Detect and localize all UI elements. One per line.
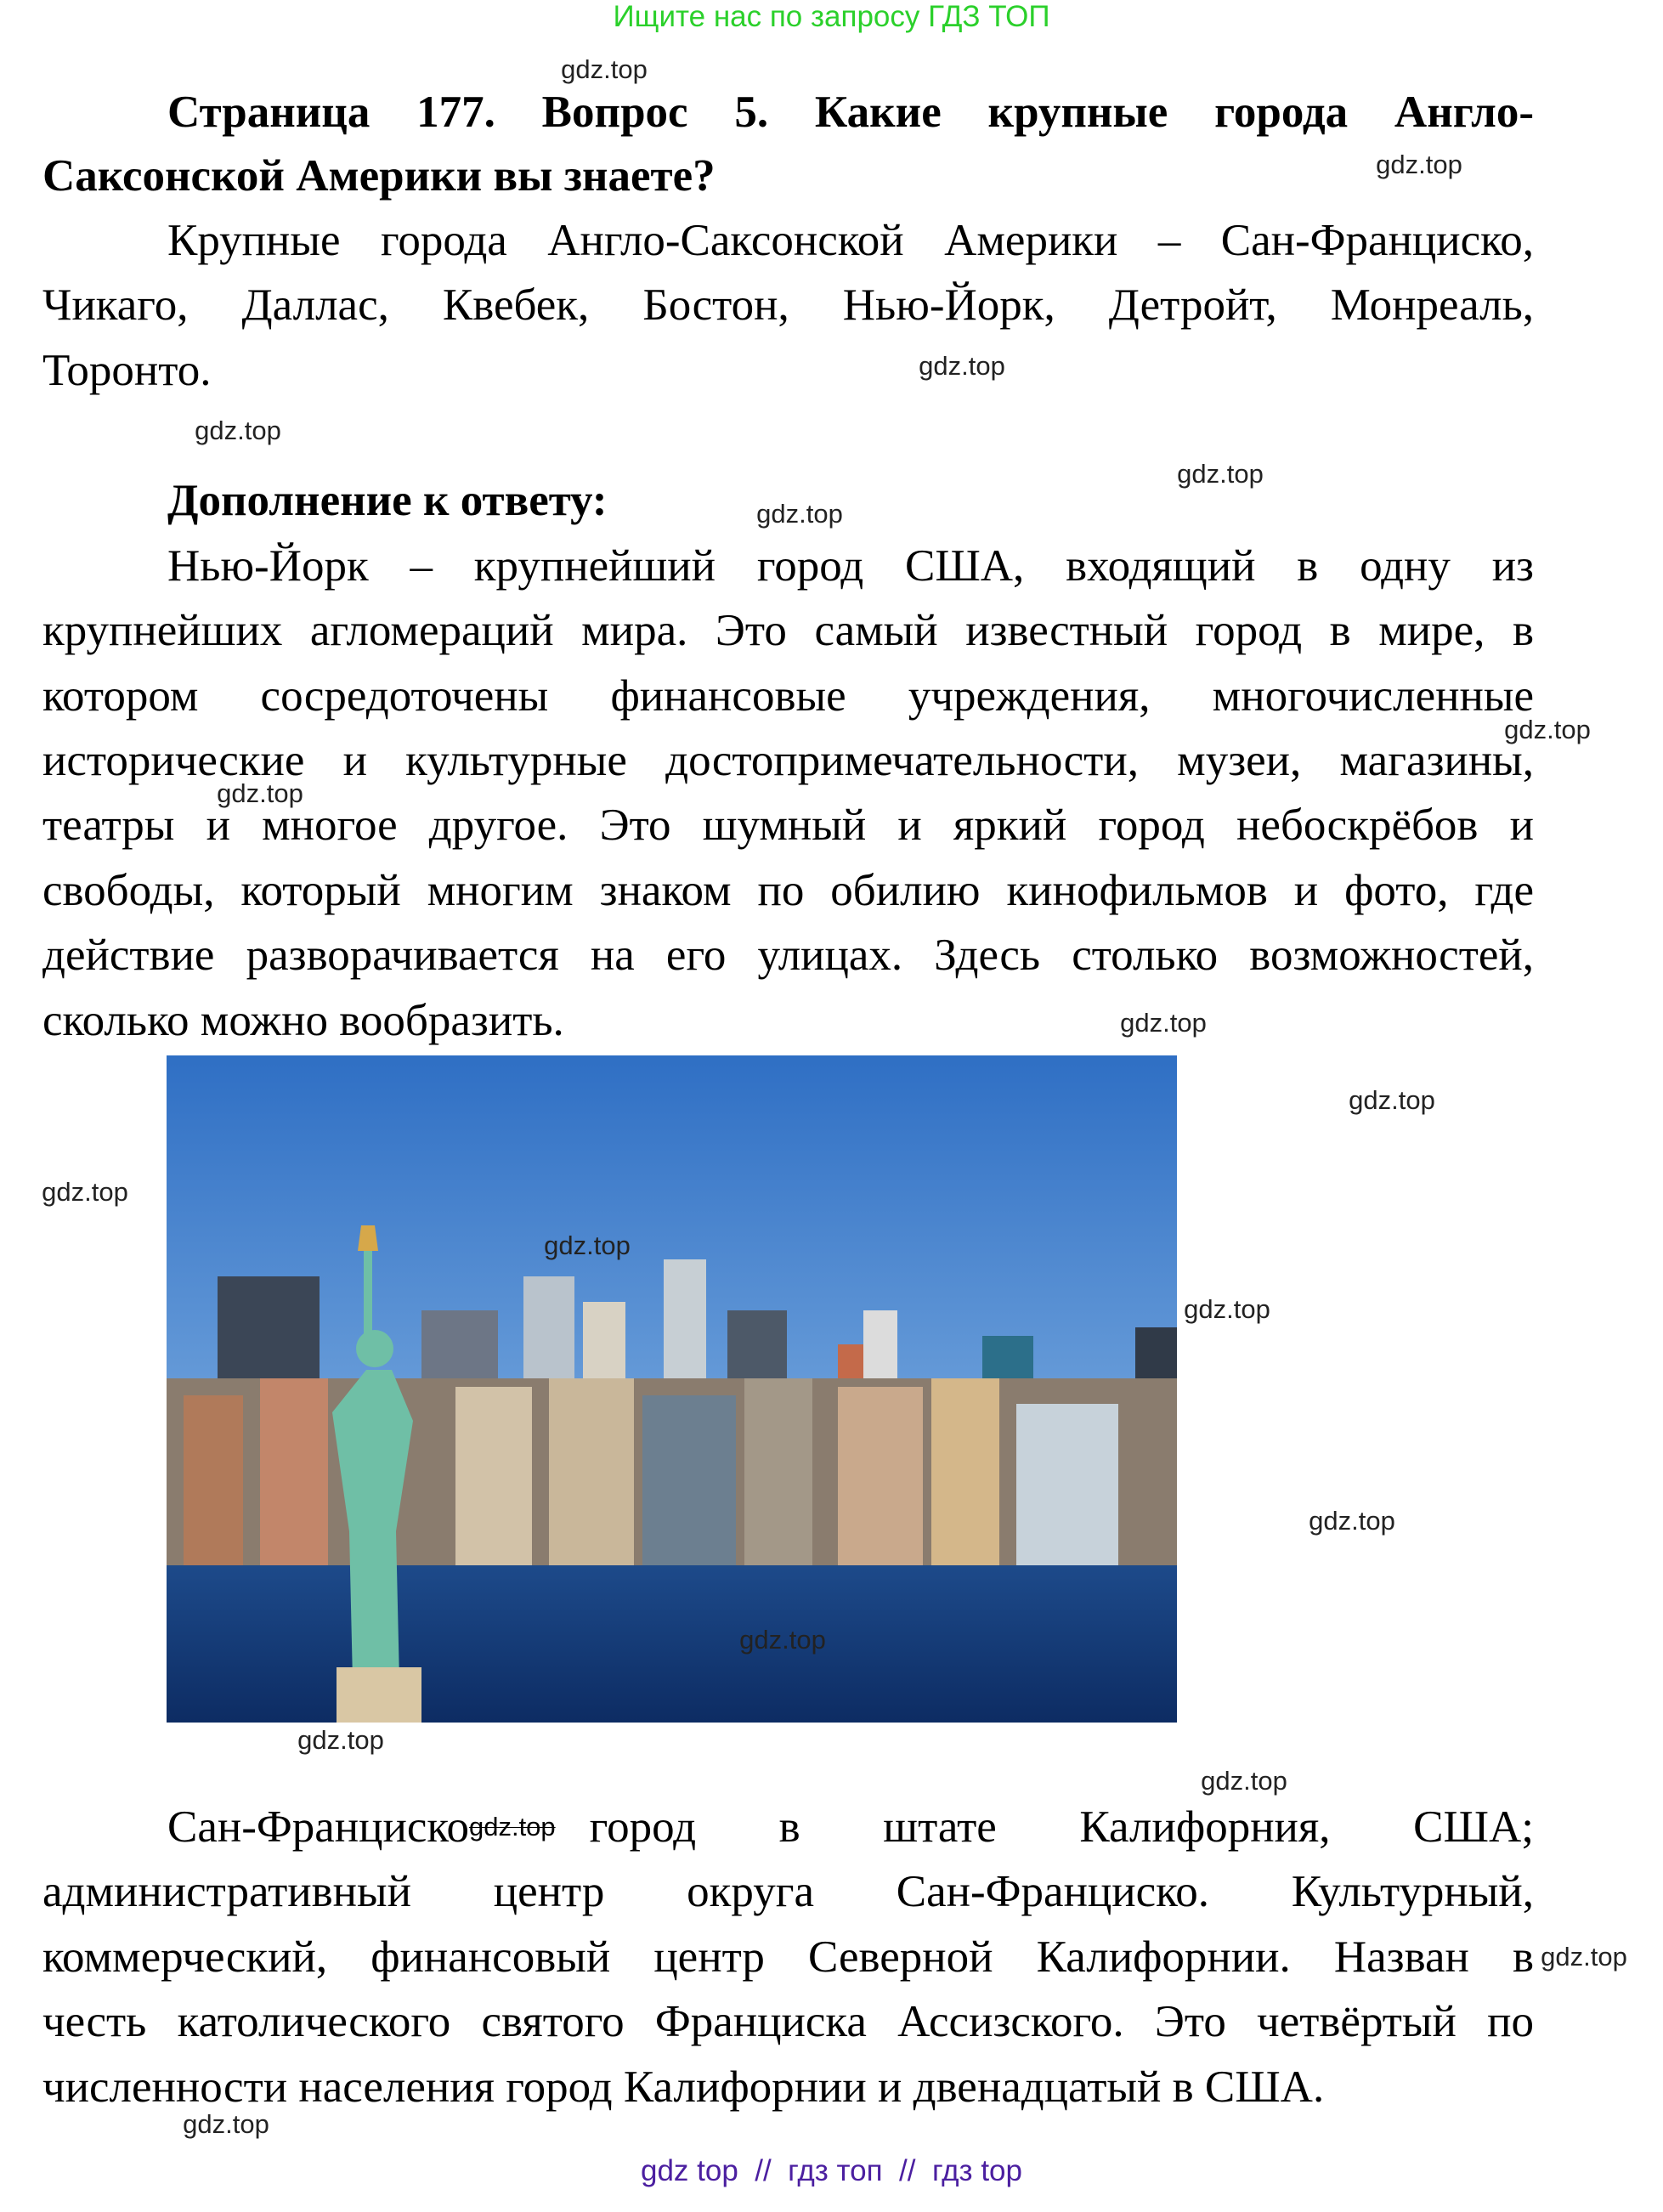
ny-line: сколько можно вообразить. bbox=[42, 996, 564, 1045]
watermark: gdz.top bbox=[1376, 150, 1462, 179]
ny-line: крупнейших агломераций мира. Это самый известный город в мире, в bbox=[42, 606, 1534, 655]
inline-watermark: gdz.top bbox=[468, 1812, 556, 1841]
search-banner: Ищите нас по запросу ГДЗ ТОП bbox=[613, 0, 1050, 33]
ny-line: свободы, который многим знаком по обилию кинофильмов и фото, где bbox=[42, 866, 1534, 915]
sf-line-rest: город в штате Калифорния, США; bbox=[589, 1802, 1534, 1852]
watermark: gdz.top bbox=[297, 1725, 384, 1755]
watermark: gdz.top bbox=[42, 1177, 128, 1207]
watermark: gdz.top bbox=[1120, 1008, 1207, 1038]
addition-heading: Дополнение к ответу: bbox=[167, 476, 608, 525]
answer-line-1: Крупные города Англо-Саксонской Америки – Сан-Франциско, bbox=[167, 216, 1534, 265]
watermark: gdz.top bbox=[919, 351, 1005, 381]
watermark: gdz.top bbox=[217, 778, 303, 808]
sf-line: административный центр округа Сан-Франциско. Культурный, bbox=[42, 1867, 1534, 1916]
watermark: gdz.top bbox=[1177, 459, 1264, 489]
ny-line: Нью-Йорк – крупнейший город США, входящий в одну из bbox=[167, 541, 1534, 591]
watermark: gdz.top bbox=[739, 1625, 826, 1655]
ny-line: действие разворачивается на его улицах. Здесь столько возможностей, bbox=[42, 931, 1534, 980]
watermark: gdz.top bbox=[195, 416, 281, 445]
watermark: gdz.top bbox=[756, 499, 843, 529]
answer-line-2: Чикаго, Даллас, Квебек, Бостон, Нью-Йорк, Детройт, Монреаль, bbox=[42, 280, 1534, 330]
ny-line: исторические и культурные достопримечательности, музеи, магазины, bbox=[42, 736, 1534, 785]
sf-line: честь католического святого Франциска Ассизского. Это четвёртый по bbox=[42, 1997, 1534, 2046]
watermark: gdz.top bbox=[1309, 1506, 1395, 1536]
watermark: gdz.top bbox=[561, 54, 648, 84]
watermark: gdz.top bbox=[183, 2109, 269, 2139]
skyline-image bbox=[167, 1055, 1177, 1723]
sf-city-name: Сан-Франциско bbox=[167, 1802, 469, 1852]
watermark: gdz.top bbox=[1504, 715, 1591, 744]
watermark: gdz.top bbox=[544, 1230, 631, 1260]
watermark: gdz.top bbox=[1541, 1942, 1627, 1972]
sf-line-first bbox=[167, 1800, 1534, 1854]
ny-line: котором сосредоточены финансовые учреждения, многочисленные bbox=[42, 671, 1534, 721]
new-york-photo bbox=[167, 1055, 1177, 1723]
question-title-line-2: Саксонской Америки вы знаете? bbox=[42, 151, 716, 201]
footer-links: gdz top // гдз топ // гдз top bbox=[641, 2154, 1022, 2187]
answer-line-3: Торонто. bbox=[42, 346, 212, 395]
watermark: gdz.top bbox=[1349, 1085, 1435, 1115]
question-title-line-1: Страница 177. Вопрос 5. Какие крупные города Англо- bbox=[167, 88, 1534, 137]
ny-line: театры и многое другое. Это шумный и яркий город небоскрёбов и bbox=[42, 801, 1534, 850]
watermark: gdz.top bbox=[1184, 1294, 1270, 1324]
watermark: gdz.top bbox=[1201, 1766, 1287, 1796]
sf-line: численности населения город Калифорнии и двенадцатый в США. bbox=[42, 2062, 1325, 2112]
sf-line: коммерческий, финансовый центр Северной Калифорнии. Назван в bbox=[42, 1932, 1534, 1982]
